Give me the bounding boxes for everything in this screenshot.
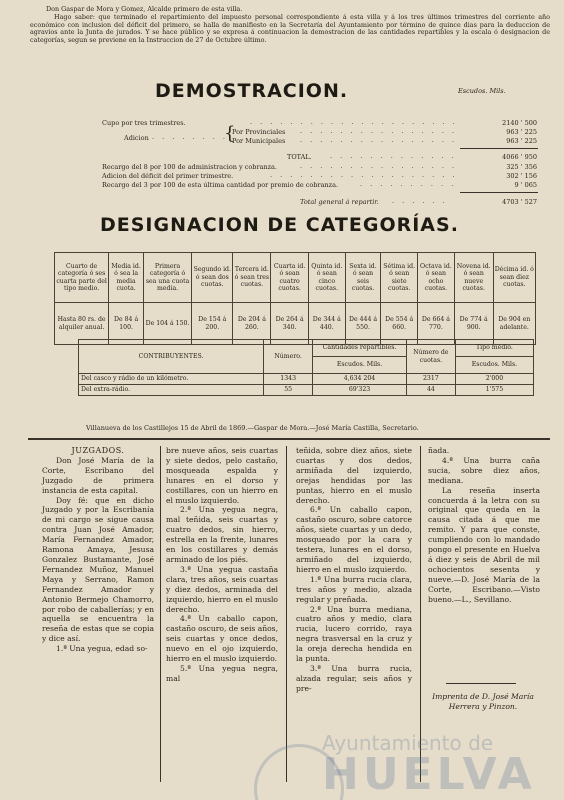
paragraph: Don José María de la Corte, Escribano del Juzgado de primera instancia de esta capital.	[42, 455, 154, 495]
table-cell: CONTRIBUYENTES.	[79, 340, 264, 374]
table-cell: Escudos. Mils.	[455, 357, 533, 374]
total-value: 4066 ' 950	[502, 153, 537, 161]
designacion-title: DESIGNACION DE CATEGORÍAS.	[100, 214, 459, 236]
table-cell: Sexta id. ó sean seis cuotas.	[345, 253, 381, 303]
total-label: TOTAL.	[287, 153, 312, 161]
leader-dots: . . . . . .	[392, 197, 448, 205]
footer-signature: Villanueva de los Castillejos 15 de Abril de 1869.—Gaspar de Mora.—José María Castilla, Secretario.	[86, 424, 419, 432]
paragraph: 2.ª Una yegua negra, mal teñida, seis cuartas y cuatro dedos, sin hierro, estrella en la frente, lunares en los costillares y demás arminado de los piés.	[166, 505, 278, 564]
deficit-label: Adicion del déficit del primer trimestre.	[102, 172, 234, 180]
recargo3-label: Recargo del 3 por 100 de esta última cantidad por premio de cobranza.	[102, 181, 339, 189]
table-cell: Cuarta id. ó sean cuatro cuotas.	[271, 253, 309, 303]
general-label: Total general á repartir.	[300, 198, 379, 206]
table-cell: Número.	[264, 340, 313, 374]
paragraph: teñida, sobre diez años, siete cuartas y dos dedos, armiñada del izquierdo, orejas hendidas por las puntas, hierro en el muslo derecho.	[296, 446, 412, 505]
leader-dots: . . . . . . . . . . . . . . . . . . .	[270, 171, 458, 179]
contribuyentes-table	[78, 339, 534, 396]
paragraph: 4.ª Una burra caña sucia, sobre diez años, mediana.	[428, 455, 540, 485]
paragraph: 3.ª Una yegua castaña clara, tres años, seis cuartas y diez dedos, arminada del izquierdo, hierro en el muslo derecho.	[166, 564, 278, 614]
deficit-value: 302 ' 156	[506, 172, 537, 180]
table-cell: Octava id. ó sean ocho cuotas.	[418, 253, 455, 303]
table-cell: 1343	[264, 374, 313, 385]
categorias-header-row	[55, 253, 536, 303]
table-cell: De 344 á 440.	[308, 303, 345, 345]
leader-dots: . . . . . . . . . .	[360, 180, 457, 188]
recargo3-value: 9 ' 065	[514, 181, 537, 189]
table-cell: Escudos. Mils.	[313, 357, 407, 374]
paragraph: ñada.	[428, 446, 450, 455]
column-4	[428, 446, 540, 605]
paragraph: bre nueve años, seis cuartas y siete dedos, pelo castaño, mosqueada espalda y lunares en el dorso y costillares, con un hierro en el muslo izquierdo.	[166, 446, 278, 505]
table-cell: De 774 á 900.	[454, 303, 493, 345]
column-1	[42, 446, 154, 654]
table-cell: Número de cuotas.	[406, 340, 455, 374]
column-2	[166, 446, 278, 684]
table-cell: Del extra-rádio.	[79, 385, 264, 396]
leader-dots: . . . . . . . .	[152, 133, 228, 141]
table-cell: Cantidades repartibles.	[313, 340, 407, 357]
cupo-value: 2140 ' 500	[502, 119, 537, 127]
table-row	[79, 385, 534, 396]
paragraph: 6.ª Un caballo capon, castaño oscuro, sobre catorce años, siete cuartas y un dedo, mosqueado por la cara y testera, lunares en el dorso, armiñado del izquierdo, hierro en el muslo izquierdo.	[296, 505, 412, 574]
demostracion-title: DEMOSTRACION.	[155, 80, 349, 102]
archive-watermark	[322, 731, 536, 800]
paragraph: Doy fé: que en dicho Juzgado y por la Escribanía de mi cargo se sigue causa contra Juan José Amador, María Fernandez Amador, Ramona Amaya, Jesusa Gonzalez Bustamante, José Fernandez Muñoz, Manuel Maya y Serrano, Ramon Fernandez Amador y Antonio Bermejo Chamorro, por robo de caballerías; y en aquella se encuentra la reseña de estas que se copia y dice así.	[42, 495, 154, 644]
table-cell: Del casco y rádio de un kilómetro.	[79, 374, 264, 385]
municipales-label: Por Municipales	[232, 137, 286, 145]
intro-block	[30, 6, 550, 45]
table-cell: Segundo id. ó sean dos cuotas.	[192, 253, 233, 303]
section-rule	[446, 683, 516, 684]
recargo8-label: Recargo del 8 por 100 de administracion y cobranza.	[102, 163, 277, 171]
table-cell: 44	[406, 385, 455, 396]
leader-dots: . . . . . . . . . . . . . . . .	[300, 162, 458, 170]
general-value: 4703 ' 527	[502, 198, 537, 206]
table-cell: De 264 á 340.	[271, 303, 309, 345]
table-cell: Quinta id. ó sean cinco cuotas.	[308, 253, 345, 303]
table-cell: 69'323	[313, 385, 407, 396]
table-cell: De 904 en adelante.	[493, 303, 535, 345]
table-cell: Tercera id. ó sean tres cuotas.	[233, 253, 271, 303]
brace-symbol: {	[224, 123, 236, 144]
paragraph: 1.ª Una yegua, edad so-	[56, 644, 148, 654]
municipales-value: 963 ' 225	[506, 137, 537, 145]
watermark-line-2: HUELVA	[322, 749, 536, 800]
table-cell: De 154 á 200.	[192, 303, 233, 345]
table-cell: De 444 á 550.	[345, 303, 381, 345]
table-cell: Hasta 80 rs. de alquiler anual.	[55, 303, 109, 345]
table-cell: 4,634 204	[313, 374, 407, 385]
sum-rule	[460, 148, 538, 149]
table-cell: 55	[264, 385, 313, 396]
recargo8-value: 325 ' 356	[506, 163, 537, 171]
table-row	[79, 374, 534, 385]
juzgados-title: JUZGADOS.	[71, 446, 125, 455]
intro-paragraph: Hago saber: que terminado el repartimiento del impuesto personal correspondiente á esta villa y á los tres últimos trimestres del corriente año económico con inclusion del déficit del primero, se halla de manifiesto en la Secretaría del Ayuntamiento por término de quince dias para la deduccion de agravios ante la Junta de jurados. Y se hace público y se expresa á continuacion la demostracion de las cantidades repartibles y la escala ó designacion de categorías, segun se previene en la Instruccion de 27 de Octubre último.	[30, 12, 550, 45]
units-header: Escudos. Mils.	[458, 87, 506, 95]
paragraph: 4.ª Un caballo capon, castaño oscuro, de seis años, seis cuartas y once dedos, nuevo en el ojo izquierdo, hierro en el muslo izquierdo.	[166, 614, 278, 664]
paragraph: 2.ª Una burra mediana, cuatro años y medio, clara rucia, lucero corrido, raya negra trasversal en la cruz y la oreja derecha hendida en la punta.	[296, 604, 412, 664]
adicion-label: Adicion	[124, 134, 149, 142]
paragraph: 1.ª Una burra rucia clara, tres años y medio, alzada regular y preñada.	[296, 574, 412, 604]
leader-dots: . . . . . . . . . . . . . . . .	[300, 127, 458, 135]
paragraph: 3.ª Una burra rucia, alzada regular, seis años y pre-	[296, 663, 412, 693]
table-cell: 1'575	[455, 385, 533, 396]
provinciales-label: Por Provinciales	[232, 128, 286, 136]
categorias-table	[54, 252, 536, 345]
provinciales-value: 963 ' 225	[506, 128, 537, 136]
table-cell: Novena id. ó sean nueve cuotas.	[454, 253, 493, 303]
table-cell: Sétima id. ó sean siete cuotas.	[381, 253, 418, 303]
table-cell: De 204 á 260.	[233, 303, 271, 345]
table-cell: De 664 á 770.	[418, 303, 455, 345]
table-cell: De 104 á 150.	[143, 303, 191, 345]
imprenta-line: Imprenta de D. José María Herrera y Pinzon.	[432, 692, 534, 711]
leader-dots: . . . . . . . . . . . . . . . .	[300, 136, 458, 144]
table-cell: 2'000	[455, 374, 533, 385]
table-cell: Cuarto de categoría ó ses cuarta parte del tipo medio.	[55, 253, 109, 303]
table-cell: Décima id. ó sean diez cuotas.	[493, 253, 535, 303]
table-cell: 2317	[406, 374, 455, 385]
table-cell: Primera categoría ó sea una cuota media.	[143, 253, 191, 303]
column-3	[296, 446, 412, 694]
table-row	[79, 340, 534, 357]
paragraph: La reseña inserta concuerda á la letra con su original que queda en la causa citada á que me remito. Y para que conste, cumpliendo con lo mandado pongo el presente en Huelva á diez y seis de Abril de mil ochocientos sesenta y nueve.—D. José María de la Corte, Escribano.—Visto bueno.—L., Sevillano.	[428, 485, 540, 604]
leader-dots: . . . . . . . . . . . . .	[330, 152, 457, 160]
cupo-label: Cupo por tres trimestres.	[102, 119, 186, 127]
sum-rule	[460, 192, 538, 193]
section-rule	[28, 438, 550, 440]
table-cell: Media id. ó sea la media cuota.	[109, 253, 144, 303]
leader-dots: . . . . . . . . . . . . . . . . . . . . .	[250, 118, 458, 126]
intro-heading: Don Gaspar de Mora y Gomez, Alcalde primero de esta villa.	[46, 5, 243, 13]
table-cell: De 554 á 660.	[381, 303, 418, 345]
watermark-line-1: Ayuntamiento de	[322, 731, 494, 755]
table-cell: Tipo medio.	[455, 340, 533, 357]
table-cell: De 84 á 100.	[109, 303, 144, 345]
paragraph: 5.ª Una yegua negra, mal	[166, 663, 278, 683]
